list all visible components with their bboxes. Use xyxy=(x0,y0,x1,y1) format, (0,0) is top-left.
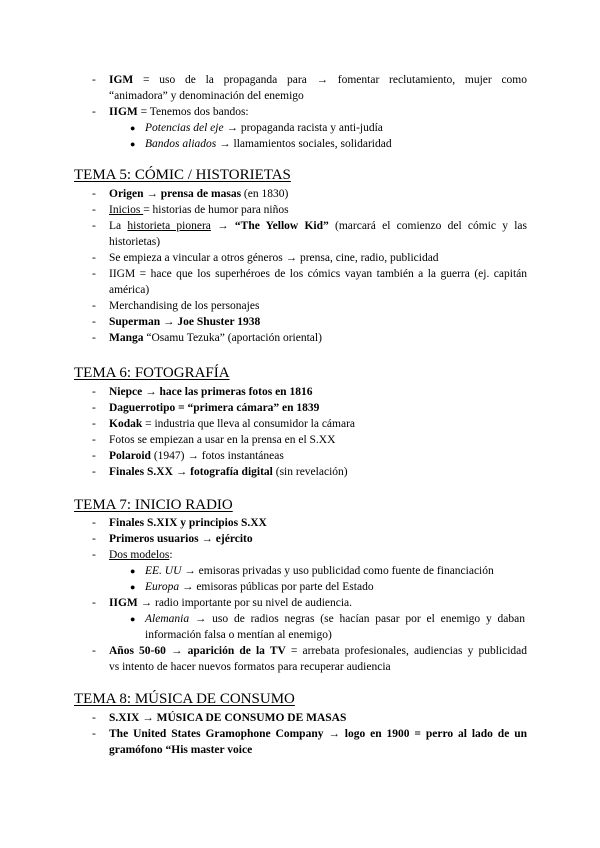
dash-bullet: - xyxy=(92,597,96,609)
item-text: → radio importante por su nivel de audiencia. xyxy=(137,597,353,609)
section-heading: TEMA 6: FOTOGRAFÍA xyxy=(74,365,230,381)
dot-bullet: ● xyxy=(130,582,136,592)
dot-bullet: ● xyxy=(130,139,136,149)
term: Años 50-60 → aparición de la TV xyxy=(109,645,286,657)
item-continuation: “animadora” y denominación del enemigo xyxy=(109,90,304,102)
dash-bullet: - xyxy=(92,386,96,398)
term: IIGM xyxy=(109,106,138,118)
item-text: (marcará el comienzo del cómic y las xyxy=(328,220,528,232)
item-text: → llamamientos sociales, solidaridad xyxy=(216,138,392,150)
item-text: → propaganda racista y anti-judía xyxy=(223,122,383,134)
dash-bullet: - xyxy=(92,450,96,462)
item-continuation: vs intento de hacer nuevos formatos para recuperar audiencia xyxy=(109,661,391,673)
dot-bullet: ● xyxy=(130,566,136,576)
term: IGM xyxy=(109,74,134,86)
section-heading: TEMA 5: CÓMIC / HISTORIETAS xyxy=(74,167,291,183)
item-text: → emisoras privadas y uso publicidad como fuente de financiación xyxy=(181,565,494,577)
term: The United States Gramophone Company → logo en 1900 = perro al lado de un xyxy=(109,728,527,740)
item-text: → uso de radios negras (se hacían pasar por el enemigo y daban xyxy=(189,613,525,625)
item-text: = industria que lleva al consumidor la cámara xyxy=(142,418,356,430)
item-text: Fotos se empiezan a usar en la prensa en el S.XX xyxy=(109,434,336,446)
dash-bullet: - xyxy=(92,466,96,478)
dash-bullet: - xyxy=(92,204,96,216)
underlined-term: Inicios xyxy=(109,204,144,216)
section-heading: TEMA 7: INICIO RADIO xyxy=(74,497,233,513)
term: Finales S.XX → fotografía digital xyxy=(109,466,273,478)
dash-bullet: - xyxy=(92,712,96,724)
emphasis: Potencias del eje xyxy=(145,122,224,134)
dash-bullet: - xyxy=(92,268,96,280)
emphasis: Europa xyxy=(145,581,180,593)
dash-bullet: - xyxy=(92,332,96,344)
term: Daguerrotipo = “primera cámara” en 1839 xyxy=(109,402,320,414)
dash-bullet: - xyxy=(92,188,96,200)
dash-bullet: - xyxy=(92,220,96,232)
term: Origen → prensa de masas xyxy=(109,188,242,200)
term: Superman → Joe Shuster 1938 xyxy=(109,316,261,328)
underlined-term: historieta pionera xyxy=(127,220,211,232)
dot-bullet: ● xyxy=(130,614,136,624)
item-continuation: américa) xyxy=(109,284,150,296)
document-page: - IGM = uso de la propaganda para → fomentar reclutamiento, mujer como “animadora” y denominación del enemigo - IIGM = Tenemos dos bandos: ● Potencias del eje → propaganda racista y anti-judía ● Bandos aliados → llamamientos sociales, solidaridad TEMA 5: CÓMIC / HISTORIETAS - Origen → prensa de masas (en 1830) - Inicios = historias de humor para niños - La historieta pionera → “The Yellow Kid” (marcará el comienzo del cómic y las historietas) - Se empieza a vincular a otros géneros → prensa, cine, radio, publicidad - IIGM = hace que los superhéroes de los cómics vayan también a la guerra (ej. capitán américa) - Merchandising de los personajes - Superman → Joe Shuster 1938 - Manga “Osamu Tezuka” (aportación oriental) TEMA 6: FOTOGRAFÍA - Niepce → hace las primeras fotos en 1816 - Daguerrotipo = “primera cámara” en 1839 - Kodak = industria que lleva al consumidor la cámara - Fotos se empiezan a usar en la prensa en el S.XX - Polaroid (1947) → fotos instantáneas - Finales S.XX → fotografía digital (sin revelación) TEMA 7: INICIO RADIO - Finales S.XIX y principios S.XX - Primeros usuarios → ejército - Dos modelos: ● EE. UU → emisoras privadas y uso publicidad como fuente de financiación ● Europa → emisoras públicas por parte del Estado - IIGM → radio importante por su nivel de audiencia. ● Alemania → uso de radios negras (se hacían pasar por el enemigo y daban información falsa o mentían al enemigo) - Años 50-60 → aparición de la TV = arrebata profesionales, audiencias y publicidad vs intento de hacer nuevos formatos para recuperar audiencia TEMA 8: MÚSICA DE CONSUMO - S.XIX → MÚSICA DE CONSUMO DE MASAS - The United States Gramophone Company → logo en 1900 = perro al lado de un gramófono “His master voice xyxy=(74,74,528,756)
term: Finales S.XIX y principios S.XX xyxy=(109,517,267,529)
item-text: = historias de humor para niños xyxy=(143,204,289,216)
term: IIGM xyxy=(109,597,138,609)
emphasis: EE. UU xyxy=(145,565,182,577)
dash-bullet: - xyxy=(92,316,96,328)
emphasis: Alemania xyxy=(145,613,190,625)
term: Niepce → hace las primeras fotos en 1816 xyxy=(109,386,313,398)
term: Primeros usuarios → ejército xyxy=(109,533,253,545)
dash-bullet: - xyxy=(92,434,96,446)
dash-bullet: - xyxy=(92,106,96,118)
dash-bullet: - xyxy=(92,74,96,86)
dash-bullet: - xyxy=(92,645,96,657)
item-text: Merchandising de los personajes xyxy=(109,300,260,312)
dot-bullet: ● xyxy=(130,123,136,133)
item-text: “Osamu Tezuka” (aportación oriental) xyxy=(143,332,322,344)
emphasis: Bandos aliados xyxy=(145,138,217,150)
dash-bullet: - xyxy=(92,300,96,312)
item-text: (en 1830) xyxy=(241,188,289,200)
term: S.XIX → MÚSICA DE CONSUMO DE MASAS xyxy=(109,712,347,724)
dash-bullet: - xyxy=(92,533,96,545)
term: “The Yellow Kid” xyxy=(234,220,329,232)
item-text: → emisoras públicas por parte del Estado xyxy=(179,581,374,593)
item-text: = uso de la propaganda para → fomentar reclutamiento, mujer como xyxy=(143,74,527,86)
term: Polaroid xyxy=(109,450,151,462)
item-text: (1947) → fotos instantáneas xyxy=(150,450,284,462)
section-heading: TEMA 8: MÚSICA DE CONSUMO xyxy=(74,691,295,707)
term: Manga xyxy=(109,332,144,344)
dash-bullet: - xyxy=(92,728,96,740)
dash-bullet: - xyxy=(92,252,96,264)
item-text: Se empieza a vincular a otros géneros → prensa, cine, radio, publicidad xyxy=(109,252,439,264)
term: Kodak xyxy=(109,418,143,430)
dash-bullet: - xyxy=(92,549,96,561)
underlined-term: Dos modelos xyxy=(109,549,170,561)
item-text: IIGM = hace que los superhéroes de los cómics vayan también a la guerra (ej. capitán xyxy=(109,268,527,280)
item-continuation: información falsa o mentían al enemigo) xyxy=(145,629,332,641)
dash-bullet: - xyxy=(92,418,96,430)
dash-bullet: - xyxy=(92,517,96,529)
dash-bullet: - xyxy=(92,402,96,414)
item-continuation: historietas) xyxy=(109,236,161,248)
item-text: (sin revelación) xyxy=(272,466,348,478)
item-text: = arrebata profesionales, audiencias y publicidad xyxy=(285,645,527,657)
item-text: = Tenemos dos bandos: xyxy=(137,106,249,118)
item-continuation: gramófono “His master voice xyxy=(109,744,253,756)
